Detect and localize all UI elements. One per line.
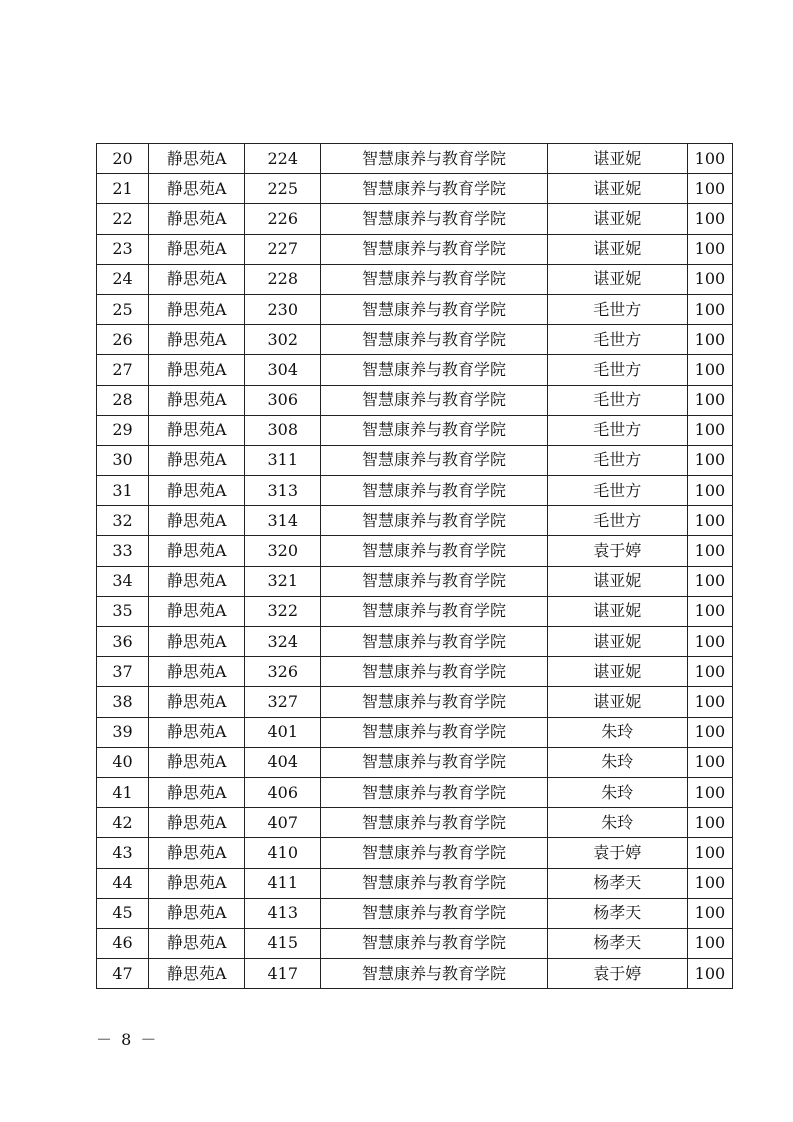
- responsible-person-cell: 谌亚妮: [547, 566, 687, 596]
- building-cell: 静思苑A: [149, 234, 245, 264]
- score-cell: 100: [687, 657, 732, 687]
- room-number-cell: 306: [245, 385, 321, 415]
- score-cell: 100: [687, 536, 732, 566]
- row-number-cell: 45: [97, 898, 149, 928]
- score-cell: 100: [687, 868, 732, 898]
- college-cell: 智慧康养与教育学院: [321, 536, 547, 566]
- college-cell: 智慧康养与教育学院: [321, 566, 547, 596]
- college-cell: 智慧康养与教育学院: [321, 596, 547, 626]
- score-cell: 100: [687, 355, 732, 385]
- room-number-cell: 401: [245, 717, 321, 747]
- responsible-person-cell: 毛世方: [547, 385, 687, 415]
- score-cell: 100: [687, 506, 732, 536]
- row-number-cell: 26: [97, 325, 149, 355]
- college-cell: 智慧康养与教育学院: [321, 808, 547, 838]
- responsible-person-cell: 谌亚妮: [547, 264, 687, 294]
- building-cell: 静思苑A: [149, 627, 245, 657]
- responsible-person-cell: 袁于婷: [547, 959, 687, 989]
- college-cell: 智慧康养与教育学院: [321, 264, 547, 294]
- building-cell: 静思苑A: [149, 959, 245, 989]
- row-number-cell: 37: [97, 657, 149, 687]
- table-row: [97, 687, 733, 717]
- row-number-cell: 47: [97, 959, 149, 989]
- responsible-person-cell: 毛世方: [547, 445, 687, 475]
- building-cell: 静思苑A: [149, 536, 245, 566]
- table-row: [97, 264, 733, 294]
- room-number-cell: 314: [245, 506, 321, 536]
- room-number-cell: 302: [245, 325, 321, 355]
- score-cell: 100: [687, 959, 732, 989]
- college-cell: 智慧康养与教育学院: [321, 144, 547, 174]
- table-row: [97, 627, 733, 657]
- college-cell: 智慧康养与教育学院: [321, 174, 547, 204]
- room-number-cell: 406: [245, 777, 321, 807]
- responsible-person-cell: 毛世方: [547, 476, 687, 506]
- building-cell: 静思苑A: [149, 657, 245, 687]
- row-number-cell: 38: [97, 687, 149, 717]
- responsible-person-cell: 谌亚妮: [547, 657, 687, 687]
- building-cell: 静思苑A: [149, 325, 245, 355]
- college-cell: 智慧康养与教育学院: [321, 687, 547, 717]
- building-cell: 静思苑A: [149, 747, 245, 777]
- responsible-person-cell: 谌亚妮: [547, 596, 687, 626]
- building-cell: 静思苑A: [149, 144, 245, 174]
- score-cell: 100: [687, 928, 732, 958]
- responsible-person-cell: 袁于婷: [547, 536, 687, 566]
- responsible-person-cell: 朱玲: [547, 717, 687, 747]
- room-number-cell: 410: [245, 838, 321, 868]
- college-cell: 智慧康养与教育学院: [321, 627, 547, 657]
- college-cell: 智慧康养与教育学院: [321, 506, 547, 536]
- row-number-cell: 39: [97, 717, 149, 747]
- table-row: [97, 657, 733, 687]
- score-cell: 100: [687, 385, 732, 415]
- college-cell: 智慧康养与教育学院: [321, 868, 547, 898]
- building-cell: 静思苑A: [149, 385, 245, 415]
- row-number-cell: 27: [97, 355, 149, 385]
- dormitory-score-table: [96, 143, 733, 989]
- building-cell: 静思苑A: [149, 928, 245, 958]
- responsible-person-cell: 毛世方: [547, 415, 687, 445]
- college-cell: 智慧康养与教育学院: [321, 325, 547, 355]
- room-number-cell: 230: [245, 294, 321, 324]
- responsible-person-cell: 谌亚妮: [547, 204, 687, 234]
- table-row: [97, 928, 733, 958]
- responsible-person-cell: 毛世方: [547, 325, 687, 355]
- table-row: [97, 325, 733, 355]
- row-number-cell: 31: [97, 476, 149, 506]
- score-cell: 100: [687, 476, 732, 506]
- score-cell: 100: [687, 627, 732, 657]
- table-row: [97, 204, 733, 234]
- responsible-person-cell: 谌亚妮: [547, 627, 687, 657]
- responsible-person-cell: 朱玲: [547, 747, 687, 777]
- score-cell: 100: [687, 415, 732, 445]
- score-cell: 100: [687, 687, 732, 717]
- room-number-cell: 313: [245, 476, 321, 506]
- score-cell: 100: [687, 596, 732, 626]
- responsible-person-cell: 杨孝天: [547, 928, 687, 958]
- building-cell: 静思苑A: [149, 596, 245, 626]
- score-cell: 100: [687, 325, 732, 355]
- college-cell: 智慧康养与教育学院: [321, 898, 547, 928]
- college-cell: 智慧康养与教育学院: [321, 928, 547, 958]
- row-number-cell: 23: [97, 234, 149, 264]
- room-number-cell: 226: [245, 204, 321, 234]
- score-cell: 100: [687, 294, 732, 324]
- score-cell: 100: [687, 838, 732, 868]
- row-number-cell: 35: [97, 596, 149, 626]
- room-number-cell: 327: [245, 687, 321, 717]
- room-number-cell: 228: [245, 264, 321, 294]
- table-row: [97, 476, 733, 506]
- table-row: [97, 747, 733, 777]
- row-number-cell: 30: [97, 445, 149, 475]
- college-cell: 智慧康养与教育学院: [321, 445, 547, 475]
- room-number-cell: 320: [245, 536, 321, 566]
- responsible-person-cell: 毛世方: [547, 294, 687, 324]
- room-number-cell: 415: [245, 928, 321, 958]
- building-cell: 静思苑A: [149, 838, 245, 868]
- building-cell: 静思苑A: [149, 566, 245, 596]
- table-row: [97, 566, 733, 596]
- table-row: [97, 415, 733, 445]
- room-number-cell: 311: [245, 445, 321, 475]
- responsible-person-cell: 谌亚妮: [547, 234, 687, 264]
- score-cell: 100: [687, 234, 732, 264]
- building-cell: 静思苑A: [149, 687, 245, 717]
- row-number-cell: 20: [97, 144, 149, 174]
- table-body: [97, 144, 733, 989]
- college-cell: 智慧康养与教育学院: [321, 415, 547, 445]
- room-number-cell: 308: [245, 415, 321, 445]
- room-number-cell: 321: [245, 566, 321, 596]
- college-cell: 智慧康养与教育学院: [321, 234, 547, 264]
- responsible-person-cell: 朱玲: [547, 808, 687, 838]
- college-cell: 智慧康养与教育学院: [321, 385, 547, 415]
- row-number-cell: 44: [97, 868, 149, 898]
- row-number-cell: 41: [97, 777, 149, 807]
- row-number-cell: 42: [97, 808, 149, 838]
- building-cell: 静思苑A: [149, 355, 245, 385]
- table-row: [97, 838, 733, 868]
- table-row: [97, 294, 733, 324]
- row-number-cell: 22: [97, 204, 149, 234]
- responsible-person-cell: 毛世方: [547, 355, 687, 385]
- building-cell: 静思苑A: [149, 294, 245, 324]
- table-row: [97, 808, 733, 838]
- score-cell: 100: [687, 174, 732, 204]
- row-number-cell: 21: [97, 174, 149, 204]
- table-row: [97, 596, 733, 626]
- score-cell: 100: [687, 777, 732, 807]
- responsible-person-cell: 谌亚妮: [547, 174, 687, 204]
- college-cell: 智慧康养与教育学院: [321, 294, 547, 324]
- row-number-cell: 40: [97, 747, 149, 777]
- responsible-person-cell: 谌亚妮: [547, 144, 687, 174]
- score-cell: 100: [687, 566, 732, 596]
- responsible-person-cell: 朱玲: [547, 777, 687, 807]
- table-row: [97, 777, 733, 807]
- college-cell: 智慧康养与教育学院: [321, 717, 547, 747]
- table-row: [97, 385, 733, 415]
- score-cell: 100: [687, 445, 732, 475]
- score-cell: 100: [687, 747, 732, 777]
- responsible-person-cell: 谌亚妮: [547, 687, 687, 717]
- table-row: [97, 959, 733, 989]
- row-number-cell: 34: [97, 566, 149, 596]
- building-cell: 静思苑A: [149, 264, 245, 294]
- score-cell: 100: [687, 264, 732, 294]
- table-row: [97, 144, 733, 174]
- building-cell: 静思苑A: [149, 506, 245, 536]
- room-number-cell: 411: [245, 868, 321, 898]
- table-row: [97, 868, 733, 898]
- college-cell: 智慧康养与教育学院: [321, 959, 547, 989]
- row-number-cell: 46: [97, 928, 149, 958]
- table-row: [97, 898, 733, 928]
- building-cell: 静思苑A: [149, 445, 245, 475]
- row-number-cell: 36: [97, 627, 149, 657]
- page-number: － 8 －: [96, 1030, 159, 1049]
- building-cell: 静思苑A: [149, 868, 245, 898]
- building-cell: 静思苑A: [149, 174, 245, 204]
- building-cell: 静思苑A: [149, 898, 245, 928]
- building-cell: 静思苑A: [149, 204, 245, 234]
- building-cell: 静思苑A: [149, 476, 245, 506]
- responsible-person-cell: 杨孝天: [547, 868, 687, 898]
- college-cell: 智慧康养与教育学院: [321, 355, 547, 385]
- room-number-cell: 225: [245, 174, 321, 204]
- table-row: [97, 717, 733, 747]
- college-cell: 智慧康养与教育学院: [321, 204, 547, 234]
- room-number-cell: 417: [245, 959, 321, 989]
- row-number-cell: 29: [97, 415, 149, 445]
- college-cell: 智慧康养与教育学院: [321, 657, 547, 687]
- row-number-cell: 33: [97, 536, 149, 566]
- building-cell: 静思苑A: [149, 415, 245, 445]
- college-cell: 智慧康养与教育学院: [321, 747, 547, 777]
- college-cell: 智慧康养与教育学院: [321, 838, 547, 868]
- score-cell: 100: [687, 204, 732, 234]
- building-cell: 静思苑A: [149, 717, 245, 747]
- responsible-person-cell: 毛世方: [547, 506, 687, 536]
- row-number-cell: 25: [97, 294, 149, 324]
- table-row: [97, 445, 733, 475]
- room-number-cell: 326: [245, 657, 321, 687]
- row-number-cell: 43: [97, 838, 149, 868]
- score-cell: 100: [687, 808, 732, 838]
- score-cell: 100: [687, 717, 732, 747]
- room-number-cell: 413: [245, 898, 321, 928]
- responsible-person-cell: 袁于婷: [547, 838, 687, 868]
- building-cell: 静思苑A: [149, 777, 245, 807]
- row-number-cell: 32: [97, 506, 149, 536]
- table-row: [97, 234, 733, 264]
- score-cell: 100: [687, 898, 732, 928]
- row-number-cell: 24: [97, 264, 149, 294]
- college-cell: 智慧康养与教育学院: [321, 777, 547, 807]
- room-number-cell: 322: [245, 596, 321, 626]
- room-number-cell: 407: [245, 808, 321, 838]
- table-row: [97, 536, 733, 566]
- college-cell: 智慧康养与教育学院: [321, 476, 547, 506]
- room-number-cell: 304: [245, 355, 321, 385]
- room-number-cell: 324: [245, 627, 321, 657]
- table-row: [97, 174, 733, 204]
- responsible-person-cell: 杨孝天: [547, 898, 687, 928]
- row-number-cell: 28: [97, 385, 149, 415]
- table-row: [97, 506, 733, 536]
- room-number-cell: 224: [245, 144, 321, 174]
- score-cell: 100: [687, 144, 732, 174]
- table-row: [97, 355, 733, 385]
- building-cell: 静思苑A: [149, 808, 245, 838]
- room-number-cell: 227: [245, 234, 321, 264]
- room-number-cell: 404: [245, 747, 321, 777]
